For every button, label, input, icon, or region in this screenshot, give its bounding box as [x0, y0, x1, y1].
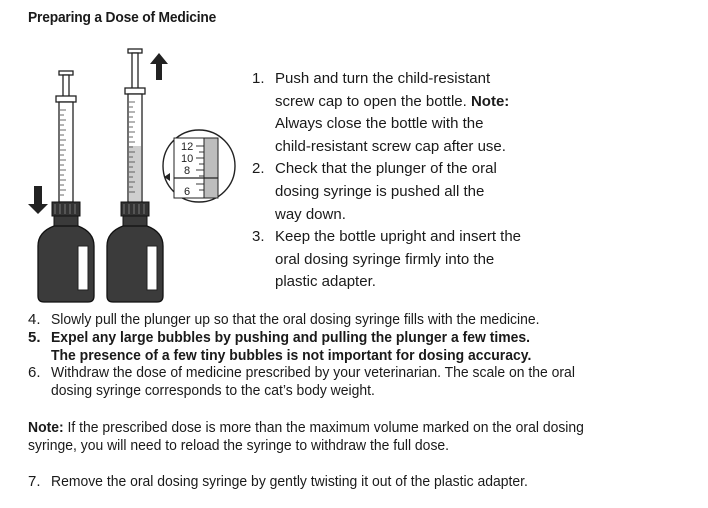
step-5-line-2: The presence of a few tiny bubbles is not important for dosing accuracy.: [51, 346, 532, 364]
step-5-line-1: Expel any large bubbles by pushing and pulling the plunger a few times.: [51, 328, 531, 346]
step-1-line-4: child-resistant screw cap after use.: [275, 137, 506, 155]
note-label: Note:: [28, 418, 64, 436]
step-3-line-3: plastic adapter.: [275, 273, 376, 291]
step-3-line-2: oral dosing syringe firmly into the: [275, 250, 495, 268]
left-syringe-figure: [28, 71, 94, 302]
step-number: 7.: [28, 472, 41, 490]
step-number: 4.: [28, 311, 41, 328]
step-3: [252, 226, 572, 294]
page-title: Preparing a Dose of Medicine: [28, 9, 217, 26]
step-7-text: Remove the oral dosing syringe by gently twisting it out of the plastic adapter.: [51, 472, 528, 490]
step-5: [28, 329, 688, 365]
step-1-line-2: screw cap to open the bottle. Note:: [275, 92, 510, 110]
syringe-bottle-illustration: [24, 46, 244, 306]
arrow-up-icon: [150, 53, 168, 80]
arrow-down-icon: [28, 186, 48, 214]
note-line-1: Note: If the prescribed dose is more than the maximum volume marked on the oral dosing: [28, 418, 584, 436]
step-6-line-1: Withdraw the dose of medicine prescribed by your veterinarian. The scale on the oral: [51, 364, 575, 382]
step-1-line-3: Always close the bottle with the: [275, 115, 484, 133]
step-number: 6.: [28, 364, 41, 382]
step-7: [28, 473, 688, 491]
scale-label-8: 8: [184, 165, 191, 177]
scale-label-10: 10: [181, 153, 194, 165]
right-syringe-figure: [107, 49, 235, 302]
step-6-line-2: dosing syringe corresponds to the cat’s body weight.: [51, 382, 375, 400]
bottom-steps: [28, 311, 688, 490]
step-2: [252, 158, 572, 226]
scale-label-12: 12: [181, 141, 194, 153]
step-1: [252, 68, 572, 158]
step-2-line-2: dosing syringe is pushed all the: [275, 182, 485, 200]
step-3-line-1: Keep the bottle upright and insert the: [275, 228, 522, 246]
step-4: [28, 311, 688, 329]
scale-label-6: 6: [184, 186, 191, 198]
note-line-2: syringe, you will need to reload the syringe to withdraw the full dose.: [28, 436, 450, 454]
step-1-line-1: Push and turn the child-resistant: [275, 70, 491, 87]
top-steps-list: [252, 68, 572, 294]
note-label-inline: Note:: [470, 92, 510, 110]
step-2-line-3: way down.: [275, 205, 346, 223]
step-number: 5.: [28, 328, 41, 346]
step-number: 2.: [252, 160, 265, 178]
step-6: [28, 364, 688, 400]
step-4-line-1: Slowly pull the plunger up so that the oral dosing syringe fills with the medicine.: [51, 311, 540, 328]
step-number: 3.: [252, 228, 265, 246]
step-number: 1.: [252, 70, 265, 87]
step-2-line-1: Check that the plunger of the oral: [275, 160, 497, 178]
note-paragraph: [28, 419, 688, 455]
